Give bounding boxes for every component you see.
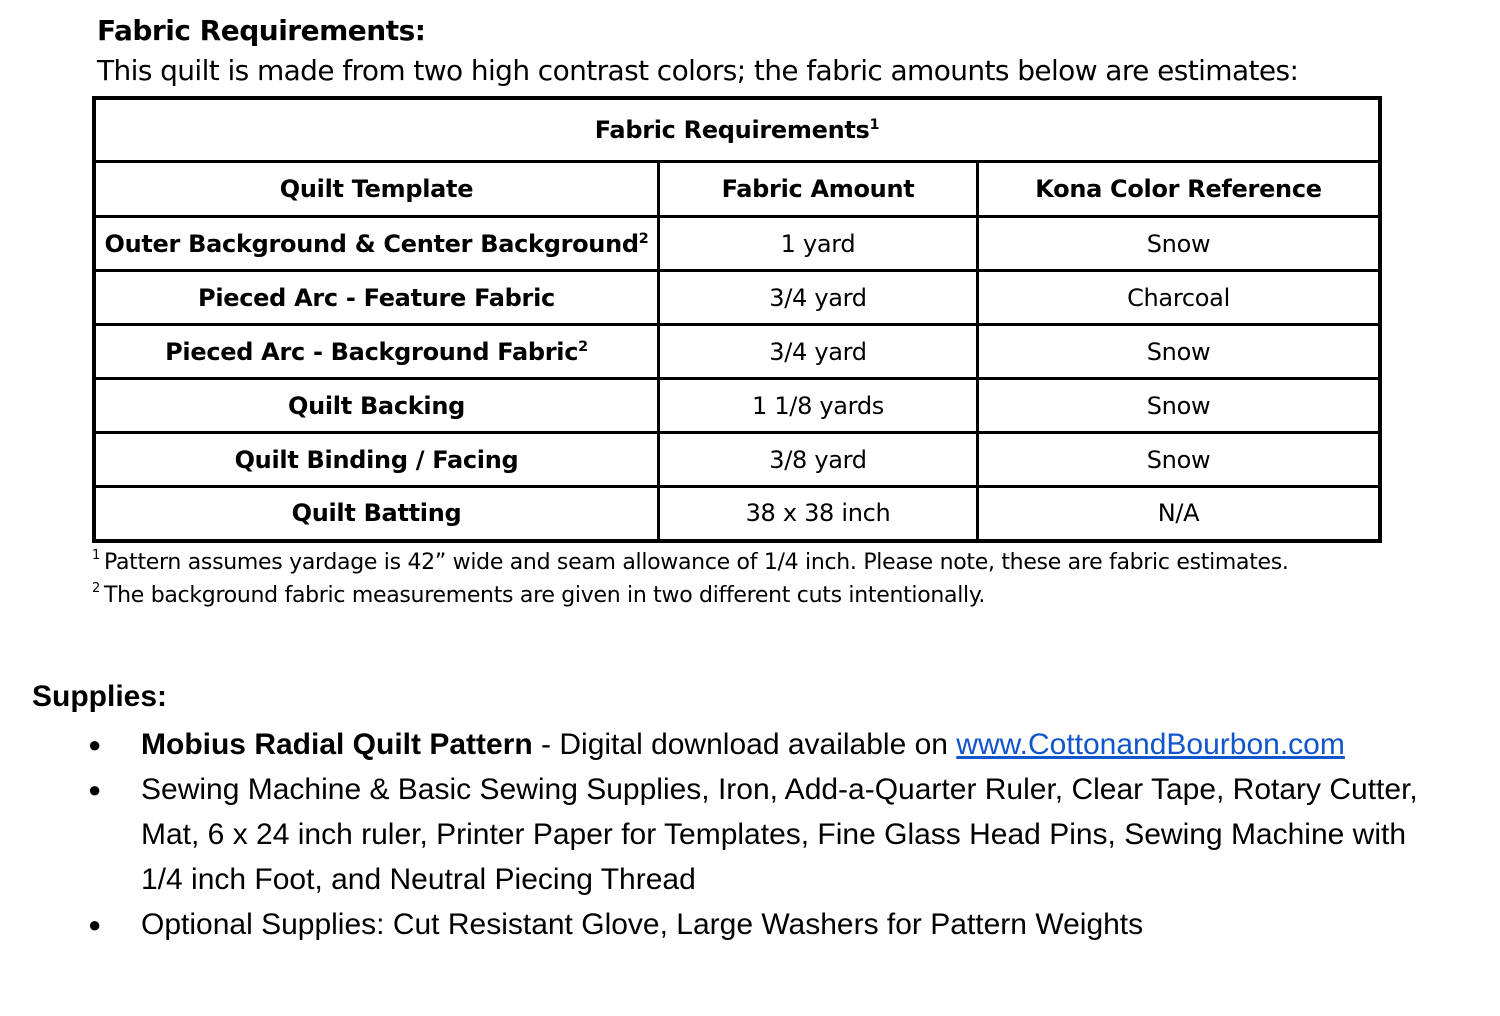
- row-amount: 3/4 yard: [659, 325, 978, 379]
- row-amount: 3/4 yard: [659, 271, 978, 325]
- table-row: [94, 487, 1380, 541]
- table-row: [94, 325, 1380, 379]
- column-header-kona-color: Kona Color Reference: [978, 162, 1381, 217]
- row-template-text: Quilt Binding / Facing: [234, 445, 519, 474]
- footnote-text: Pattern assumes yardage is 42” wide and seam allowance of 1/4 inch. Please note, these are fabric estimates.: [103, 550, 1289, 575]
- row-template: [94, 325, 659, 379]
- column-header-fabric-amount: Fabric Amount: [659, 162, 978, 217]
- list-item: [0, 722, 1431, 767]
- supplies-list: [0, 722, 1431, 947]
- column-header-quilt-template: Quilt Template: [94, 162, 659, 217]
- footnote-mark: 2: [92, 581, 100, 596]
- row-amount: 3/8 yard: [659, 433, 978, 487]
- table-row: [94, 379, 1380, 433]
- bullet-icon: ●: [88, 732, 102, 757]
- row-template: [94, 217, 659, 271]
- table-row: [94, 271, 1380, 325]
- row-template: [94, 271, 659, 325]
- row-amount: 1 1/8 yards: [659, 379, 978, 433]
- list-item: [0, 767, 1431, 902]
- row-color: Snow: [978, 379, 1381, 433]
- row-template-text: Quilt Backing: [287, 391, 466, 420]
- supplies-heading: Supplies:: [32, 680, 168, 713]
- footnote-mark: 1: [92, 548, 100, 563]
- row-template-text: Pieced Arc - Background Fabric: [165, 337, 579, 366]
- row-color: Snow: [978, 433, 1381, 487]
- row-template-text: Pieced Arc - Feature Fabric: [198, 283, 555, 312]
- footnote-2: [92, 583, 985, 608]
- table-row: [94, 433, 1380, 487]
- list-item: [0, 902, 1431, 947]
- row-color: Snow: [978, 217, 1381, 271]
- table-row: [94, 217, 1380, 271]
- row-color: Snow: [978, 325, 1381, 379]
- intro-text: This quilt is made from two high contrast colors; the fabric amounts below are estimates:: [97, 54, 1299, 87]
- row-footnote-mark: 2: [578, 338, 588, 355]
- row-template: [94, 487, 659, 541]
- pattern-description: - Digital download available on: [532, 728, 957, 761]
- bullet-icon: ●: [88, 777, 102, 802]
- table-title-text: Fabric Requirements: [594, 116, 870, 144]
- row-amount: 1 yard: [659, 217, 978, 271]
- row-template: [94, 379, 659, 433]
- table-title-row: [94, 98, 1380, 162]
- table-title: [94, 98, 1380, 162]
- website-link[interactable]: www.CottonandBourbon.com: [956, 728, 1345, 761]
- section-heading: Fabric Requirements:: [97, 14, 426, 47]
- row-amount: 38 x 38 inch: [659, 487, 978, 541]
- row-footnote-mark: 2: [638, 230, 649, 247]
- pattern-name: Mobius Radial Quilt Pattern: [141, 728, 533, 761]
- row-template: [94, 433, 659, 487]
- row-template-text: Outer Background & Center Background: [104, 229, 639, 258]
- optional-supplies-text: Optional Supplies: Cut Resistant Glove, Large Washers for Pattern Weights: [141, 908, 1144, 941]
- fabric-requirements-table: [92, 96, 1382, 543]
- row-color: Charcoal: [978, 271, 1381, 325]
- footnote-text: The background fabric measurements are given in two different cuts intentionally.: [103, 583, 986, 608]
- footnote-1: [92, 550, 1289, 575]
- row-template-text: Quilt Batting: [291, 499, 462, 528]
- bullet-icon: ●: [88, 912, 102, 937]
- table-title-footnote-mark: 1: [869, 117, 880, 133]
- supplies-text: Sewing Machine & Basic Sewing Supplies, Iron, Add-a-Quarter Ruler, Clear Tape, Rotary Cutter, Mat, 6 x 24 inch ruler, Printer Paper for Templates, Fine Glass Head Pins, Sewing Machine with 1/4 inch Foot, and Neutral Piecing Thread: [141, 773, 1418, 896]
- row-color: N/A: [978, 487, 1381, 541]
- table-header-row: [94, 162, 1380, 217]
